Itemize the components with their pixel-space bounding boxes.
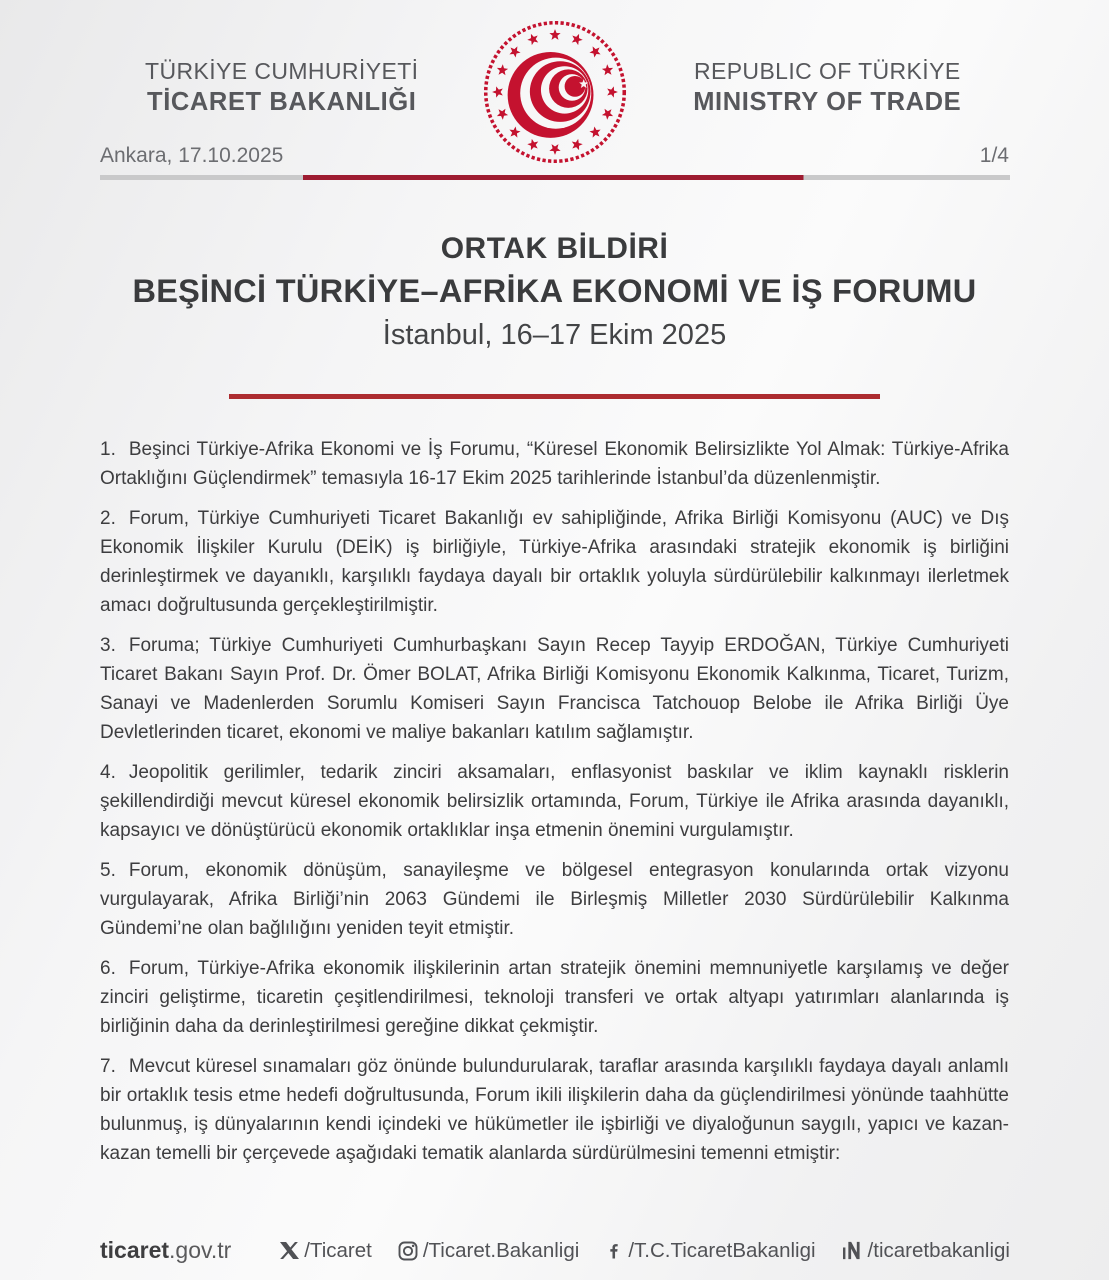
title-rule bbox=[229, 394, 880, 399]
paragraph-number: 4. bbox=[100, 762, 116, 783]
paragraph-5 bbox=[100, 856, 1009, 943]
instagram-icon bbox=[398, 1241, 418, 1261]
website-url bbox=[100, 1237, 231, 1264]
paragraph-number: 1. bbox=[100, 439, 116, 460]
paragraph-text: Forum, ekonomik dönüşüm, sanayileşme ve bölgesel entegrasyon konularında ortak vizyonu vurgulayarak, Afrika Birliği’nin 2063 Gündemi ile Birleşmiş Milletler 2030 Sürdürülebilir Kalkınma Gündemi’ne olan bağlılığını yeniden teyit etmiştir. bbox=[100, 860, 1009, 939]
social-handle: /T.C.TicaretBakanligi bbox=[628, 1238, 816, 1262]
paragraph-number: 5. bbox=[100, 860, 116, 881]
place-date: Ankara, 17.10.2025 bbox=[100, 144, 284, 167]
org-en-line1: REPUBLIC OF TÜRKİYE bbox=[693, 58, 961, 84]
paragraph-7 bbox=[100, 1052, 1009, 1168]
footer bbox=[100, 1237, 1010, 1264]
x-icon bbox=[280, 1241, 299, 1260]
title-line3: İstanbul, 16–17 Ekim 2025 bbox=[382, 319, 727, 351]
ministry-of-trade-emblem-icon bbox=[480, 18, 630, 166]
paragraph-text: Jeopolitik gerilimler, tedarik zinciri aksamaları, enflasyonist baskılar ve iklim kaynaklı risklerin şekillendirdiği mevcut küresel ekonomik belirsizlik ortamında, Forum, Türkiye ile Afrika arasında dayanıklı, kapsayıcı ve dönüştürücü ekonomik ortaklıklar inşa etmenin önemini vurgulamıştır. bbox=[100, 762, 1009, 841]
org-name-turkish bbox=[90, 18, 474, 117]
paragraph-number: 7. bbox=[100, 1056, 116, 1077]
paragraph-1 bbox=[100, 435, 1009, 493]
page-number: 1/4 bbox=[979, 144, 1009, 167]
paragraph-4 bbox=[100, 758, 1009, 845]
paragraph-number: 6. bbox=[100, 958, 116, 979]
social-instagram bbox=[398, 1239, 579, 1263]
org-en-line2: MINISTRY OF TRADE bbox=[693, 88, 962, 116]
social-handle: /Ticaret.Bakanligi bbox=[422, 1238, 580, 1262]
paragraph-3 bbox=[100, 631, 1009, 747]
paragraph-text: Forum, Türkiye-Afrika ekonomik ilişkilerinin artan stratejik önemini memnuniyetle karşılamış ve değer zinciri geliştirme, ticaretin çeşitlendirilmesi, teknoloji transferi ve ortak altyapı yatırımları alanlarında iş birliğinin daha da derinleştirilmesi gereğine dikkat çekmiştir. bbox=[100, 958, 1009, 1037]
website-bold: ticaret bbox=[100, 1237, 170, 1263]
document-title bbox=[0, 232, 1109, 399]
paragraph-text: Beşinci Türkiye-Afrika Ekonomi ve İş Forumu, “Küresel Ekonomik Belirsizlikte Yol Almak: Türkiye-Afrika Ortaklığını Güçlendirmek” temasıyla 16-17 Ekim 2025 tarihlerinde İstanbul’da düzenlenmiştir. bbox=[100, 439, 1009, 489]
title-line2: BEŞİNCİ TÜRKİYE–AFRİKA EKONOMİ VE İŞ FORUMU bbox=[132, 273, 977, 309]
social-facebook bbox=[605, 1239, 815, 1263]
paragraph-2 bbox=[100, 504, 1009, 620]
org-tr-line2: TİCARET BAKANLIĞI bbox=[147, 88, 417, 116]
paragraph-text: Foruma; Türkiye Cumhuriyeti Cumhurbaşkanı Sayın Recep Tayyip ERDOĞAN, Türkiye Cumhuriyeti Ticaret Bakanı Sayın Prof. Dr. Ömer BOLAT, Afrika Birliği Komisyonu Ekonomik Kalkınma, Ticaret, Turizm, Sanayi ve Madenlerden Sorumlu Komiseri Sayın Francisca Tatchouop Belobe ile Afrika Birliği Üye Devletlerinden ticaret, ekonomi ve maliye bakanları katılım sağlamıştır. bbox=[100, 635, 1009, 743]
facebook-icon bbox=[605, 1241, 623, 1261]
paragraph-number: 3. bbox=[100, 635, 116, 656]
nsosyal-icon bbox=[842, 1241, 863, 1260]
social-handle: /ticaretbakanligi bbox=[867, 1238, 1010, 1262]
header-divider bbox=[100, 175, 1010, 180]
social-handle: /Ticaret bbox=[304, 1238, 372, 1262]
title-line1: ORTAK BİLDİRİ bbox=[440, 232, 669, 265]
paragraph-text: Forum, Türkiye Cumhuriyeti Ticaret Bakanlığı ev sahipliğinde, Afrika Birliği Komisyonu (AUC) ve Dış Ekonomik İlişkiler Kurulu (DEİK) iş birliğiyle, Türkiye-Afrika arasındaki stratejik ekonomik iş birliğini derinleştirmek ve dayanıklı, karşılıklı faydaya dayalı bir ortaklık yoluyla sürdürülebilir kalkınmayı ilerletmek amacı doğrultusunda gerçekleştirilmiştir. bbox=[100, 508, 1009, 616]
paragraph-6 bbox=[100, 954, 1009, 1041]
paragraph-text: Mevcut küresel sınamaları göz önünde bulundurularak, taraflar arasında karşılıklı faydaya dayalı anlamlı bir ortaklık tesis etme hedefi doğrultusunda, Forum ikili ilişkilerin daha da güçlendirilmesi yönünde taahhütte bulunmuş, iş dünyalarının kendi içindeki ve hükümetler ile işbirliği ve diyaloğunun saygılı, yapıcı ve kazan-kazan temelli bir çerçevede aşağıdaki tematik alanlarda sürdürülmesini temenni etmiştir: bbox=[100, 1056, 1009, 1164]
social-nsosyal bbox=[842, 1239, 1010, 1263]
document-body bbox=[100, 435, 1009, 1168]
org-name-english bbox=[636, 18, 1020, 117]
letterhead bbox=[0, 0, 1109, 140]
org-tr-line1: TÜRKİYE CUMHURİYETİ bbox=[145, 58, 419, 84]
paragraph-number: 2. bbox=[100, 508, 116, 529]
website-rest: .gov.tr bbox=[169, 1237, 232, 1263]
social-x bbox=[280, 1239, 372, 1263]
social-links bbox=[280, 1239, 1010, 1263]
